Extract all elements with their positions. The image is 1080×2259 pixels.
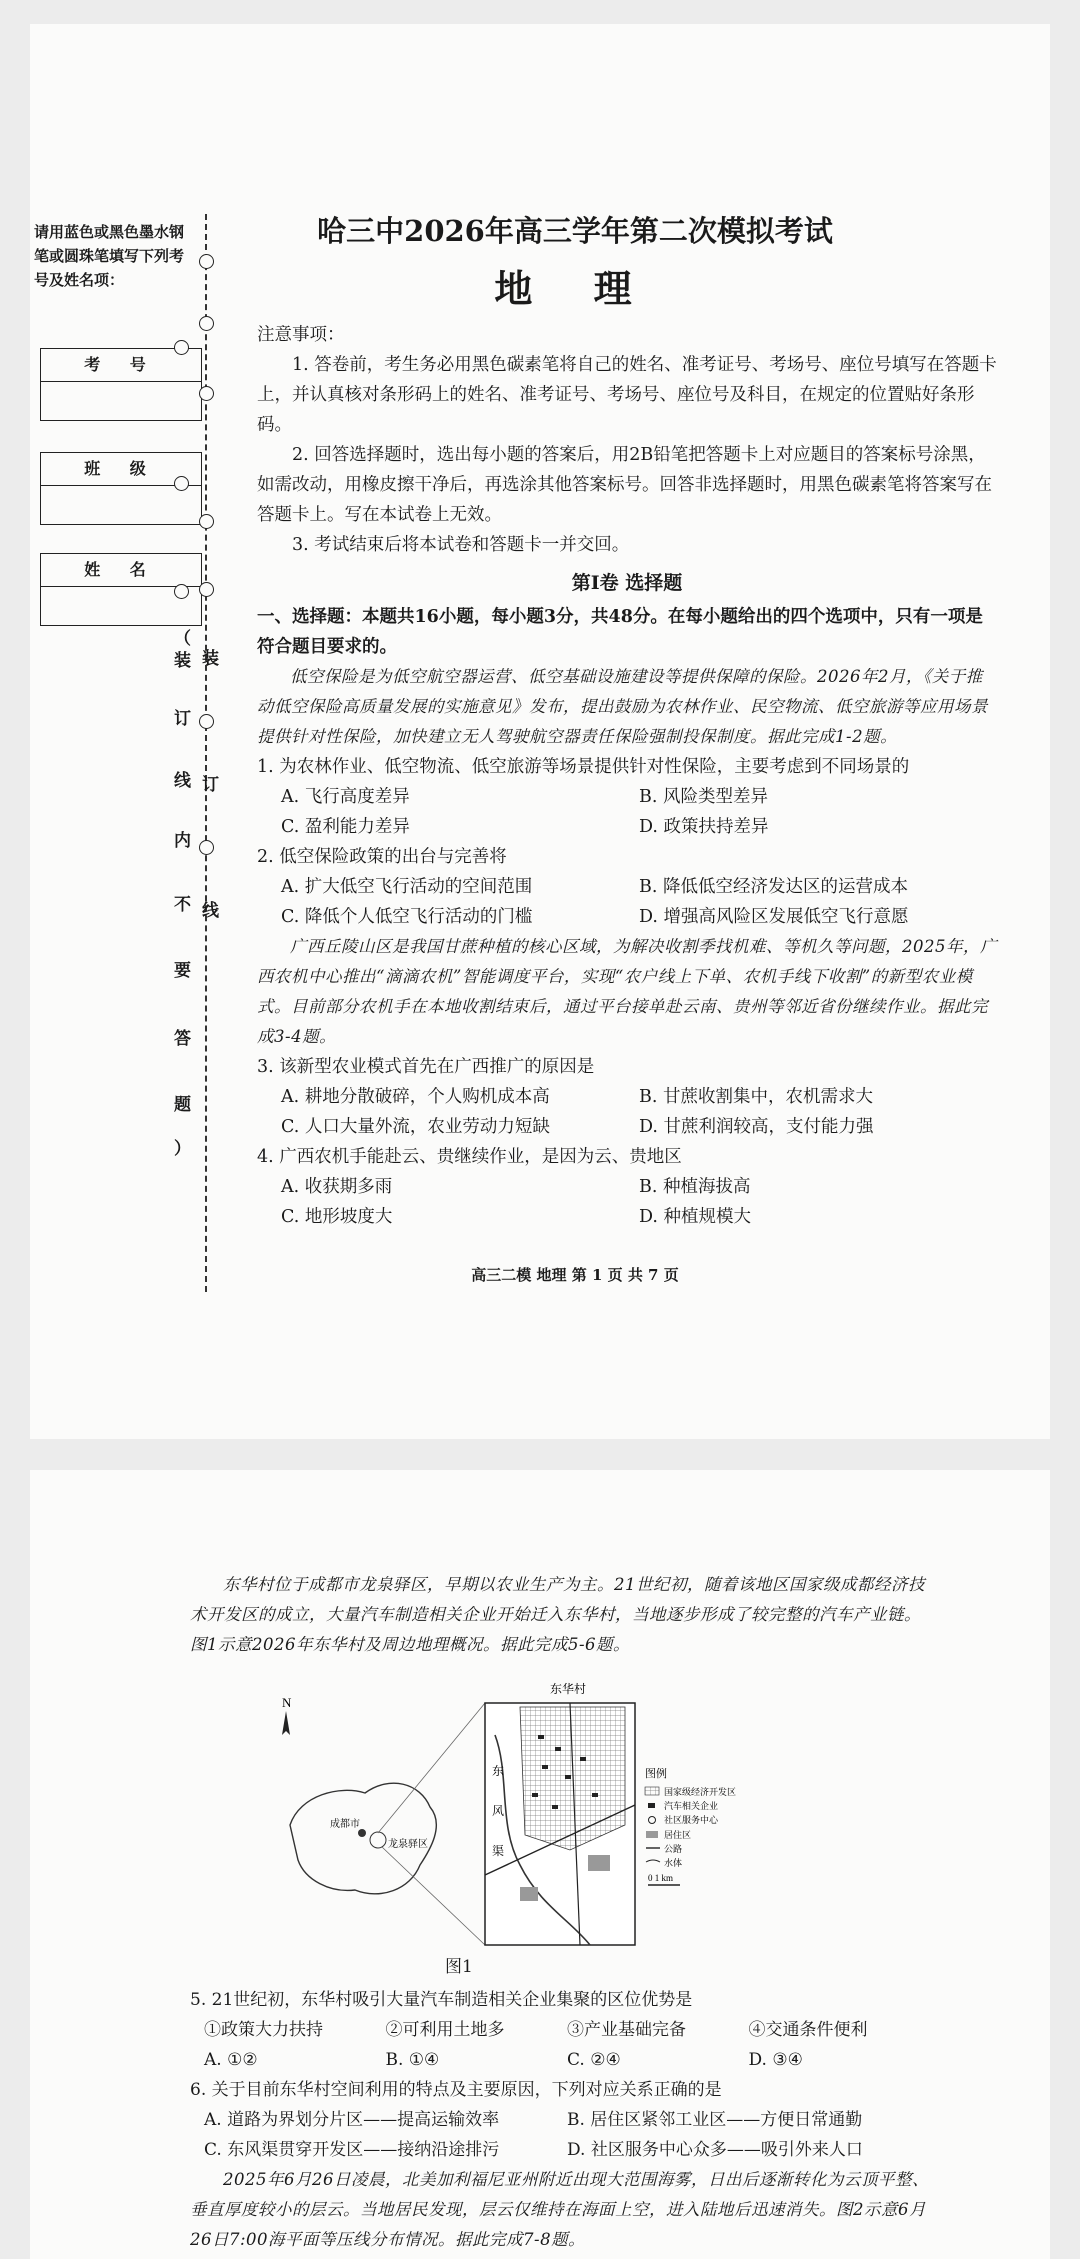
exam-title: 哈三中2026年高三学年第二次模拟考试	[317, 214, 833, 248]
legend-item: 居住区	[664, 1830, 692, 1840]
page-footer: 高三二模 地理 第 1 页 共 7 页	[471, 1266, 679, 1284]
option[interactable]: B. ①④	[385, 2050, 440, 2070]
binding-char: 装	[202, 649, 219, 669]
canal-label: 风	[492, 1804, 505, 1818]
residential-area	[588, 1855, 610, 1871]
option[interactable]: C. 盈利能力差异	[281, 817, 410, 837]
chengdu-label: 成都市	[330, 1819, 360, 1830]
binding-hole	[199, 582, 214, 597]
longquan-label: 龙泉驿区	[388, 1839, 428, 1850]
statement: ④交通条件便利	[748, 2020, 868, 2040]
binding-hole	[199, 386, 214, 401]
legend-item: 汽车相关企业	[664, 1801, 719, 1811]
binding-char: ）	[174, 1139, 191, 1159]
notice-item: 1. 答卷前，考生务必用黑色碳素笔将自己的姓名、准考证号、考场号、座位号填写在答题卡上，并认真核对条形码上的姓名、准考证号、考场号、座位号及科目，在规定的位置贴好条形码。	[257, 355, 997, 435]
option[interactable]: B. 种植海拔高	[639, 1177, 751, 1197]
binding-char: 题	[174, 1095, 191, 1115]
residential-area	[520, 1887, 538, 1901]
binding-char: （	[174, 629, 191, 649]
notice-heading: 注意事项：	[257, 325, 345, 345]
option[interactable]: D. 种植规模大	[639, 1207, 752, 1227]
option[interactable]: B. 降低低空经济发达区的运营成本	[639, 877, 908, 897]
section-title: 第Ⅰ卷 选择题	[571, 572, 683, 594]
question-stem: 6. 关于目前东华村空间利用的特点及主要原因，下列对应关系正确的是	[190, 2080, 722, 2100]
question-stem: 5. 21世纪初，东华村吸引大量汽车制造相关企业集聚的区位优势是	[190, 1990, 693, 2010]
name-label: 姓 名	[41, 554, 201, 587]
material-passage: 东华村位于成都市龙泉驿区，早期以农业生产为主。21世纪初，随着该地区国家级成都经济技术开发区的成立，大量汽车制造相关企业开始迁入东华村，当地逐步形成了较完整的汽车产业链。图1示意2026年东华村及周边地理概况。据此完成5-6题。	[190, 1575, 925, 1654]
figure-caption: 图1	[445, 1957, 473, 1977]
question-options	[190, 2105, 930, 2165]
option[interactable]: A. ①②	[204, 2050, 258, 2070]
option[interactable]: C. 降低个人低空飞行活动的门槛	[281, 907, 533, 927]
binding-hole	[199, 254, 214, 269]
question-options	[257, 1172, 997, 1232]
question-options	[257, 872, 997, 932]
option[interactable]: A. 道路为界划分片区——提高运输效率	[204, 2110, 500, 2130]
north-label: N	[282, 1695, 292, 1710]
legend-item: 社区服务中心	[664, 1815, 719, 1825]
binding-char: 不	[174, 895, 191, 915]
binding-hole	[199, 840, 214, 855]
exam-page-1	[30, 24, 1050, 1439]
exam-number-label: 考 号	[41, 349, 201, 382]
option[interactable]: D. 社区服务中心众多——吸引外来人口	[567, 2140, 863, 2160]
sidebar-instruction: 请用蓝色或黑色墨水钢笔或圆珠笔填写下列考号及姓名项：	[34, 223, 185, 289]
statement: ③产业基础完备	[567, 2020, 686, 2040]
exam-body	[257, 320, 997, 1232]
option[interactable]: C. 地形坡度大	[281, 1207, 393, 1227]
canal-label: 渠	[492, 1844, 505, 1858]
scale-label: 0 1 km	[648, 1873, 674, 1883]
questions-5-8	[190, 1985, 930, 2255]
binding-char: 要	[174, 961, 191, 981]
option[interactable]: C. ②④	[567, 2050, 621, 2070]
option[interactable]: D. 政策扶持差异	[639, 817, 769, 837]
question-stem: 2. 低空保险政策的出台与完善将	[257, 847, 507, 867]
material-passage: 低空保险是为低空航空器运营、低空基础设施建设等提供保障的保险。2026年2月，《关于推动低空保险高质量发展的实施意见》发布，提出鼓励为农林作业、民空物流、低空旅游等应用场景提供针对性保险，加快建立无人驾驶航空器责任保险强制投保制度。据此完成1-2题。	[257, 667, 988, 746]
material-passage: 2025年6月26日凌晨，北美加利福尼亚州附近出现大范围海雾，日出后逐渐转化为云顶平整、垂直厚度较小的层云。当地居民发现，层云仅维持在海面上空，进入陆地后迅速消失。图2示意6月26日7:00海平面等压线分布情况。据此完成7-8题。	[190, 2170, 929, 2249]
binding-hole	[174, 340, 189, 355]
statement: ①政策大力扶持	[204, 2020, 323, 2040]
north-arrow-icon	[282, 1711, 290, 1735]
subject-title: 地 理	[494, 266, 656, 311]
binding-char: 答	[174, 1029, 191, 1049]
canal-label: 东	[492, 1764, 505, 1778]
notice-item: 3. 考试结束后将本试卷和答题卡一并交回。	[292, 535, 630, 555]
exam-number-field[interactable]	[41, 382, 201, 420]
option[interactable]: D. 增强高风险区发展低空飞行意愿	[639, 907, 909, 927]
material-5-6	[190, 1570, 930, 1660]
question-stem: 4. 广西农机手能赴云、贵继续作业，是因为云、贵地区	[257, 1147, 682, 1167]
binding-line	[205, 214, 207, 1292]
chengdu-marker	[358, 1829, 366, 1837]
binding-char: 线	[174, 771, 191, 791]
option[interactable]: A. 飞行高度差异	[281, 787, 410, 807]
question-options	[190, 2045, 930, 2075]
binding-char: 订	[174, 709, 191, 729]
question-stem: 3. 该新型农业模式首先在广西推广的原因是	[257, 1057, 595, 1077]
question-stem: 1. 为农林作业、低空物流、低空旅游等场景提供针对性保险，主要考虑到不同场景的	[257, 757, 910, 777]
option[interactable]: A. 收获期多雨	[281, 1177, 393, 1197]
binding-char: 装	[174, 651, 191, 671]
option[interactable]: B. 风险类型差异	[639, 787, 768, 807]
binding-hole	[199, 514, 214, 529]
option[interactable]: C. 东风渠贯穿开发区——接纳沿途排污	[204, 2140, 500, 2160]
legend-item: 公路	[664, 1844, 683, 1854]
class-label: 班 级	[41, 453, 201, 486]
material-passage: 广西丘陵山区是我国甘蔗种植的核心区域，为解决收割季找机难、等机久等问题，2025年，广西农机中心推出“滴滴农机”智能调度平台，实现“农户线上下单、农机手线下收割”的新型农业模式。目前部分农机手在本地收割结束后，通过平台接单赴云南、贵州等邻近省份继续作业。据此完成3-4题。	[257, 937, 997, 1046]
question-options	[257, 1082, 997, 1142]
binding-hole	[199, 714, 214, 729]
figure-1-map	[270, 1675, 830, 1960]
notice-item: 2. 回答选择题时，选出每小题的答案后，用2B铅笔把答题卡上对应题目的答案标号涂黑，如需改动，用橡皮擦干净后，再选涂其他答案标号。回答非选择题时，用黑色碳素笔将答案写在答题卡上。写在本试卷上无效。	[257, 445, 992, 525]
binding-hole	[174, 476, 189, 491]
option[interactable]: B. 居住区紧邻工业区——方便日常通勤	[567, 2110, 863, 2130]
statement: ②可利用土地多	[385, 2020, 505, 2040]
section-instruction: 一、选择题：本题共16小题，每小题3分，共48分。在每小题给出的四个选项中，只有一项是符合题目要求的。	[257, 607, 983, 657]
question-statements	[190, 2015, 930, 2045]
option[interactable]: A. 扩大低空飞行活动的空间范围	[281, 877, 533, 897]
village-label: 东华村	[550, 1682, 587, 1696]
binding-hole	[199, 316, 214, 331]
option[interactable]: D. 甘蔗利润较高，支付能力强	[639, 1117, 874, 1137]
question-options	[257, 782, 997, 842]
binding-hole	[174, 584, 189, 599]
exam-number-box	[40, 348, 202, 421]
option[interactable]: A. 耕地分散破碎，个人购机成本高	[281, 1087, 550, 1107]
option[interactable]: C. 人口大量外流，农业劳动力短缺	[281, 1117, 550, 1137]
exam-page-2	[30, 1470, 1050, 2259]
binding-char: 线	[202, 901, 219, 921]
legend-item: 国家级经济开发区	[664, 1787, 737, 1797]
longquan-marker	[370, 1832, 386, 1848]
legend-title: 图例	[645, 1768, 667, 1780]
legend-item: 水体	[664, 1858, 683, 1868]
binding-char: 内	[174, 831, 191, 851]
dev-zone-area	[520, 1707, 625, 1850]
option[interactable]: B. 甘蔗收割集中，农机需求大	[639, 1087, 873, 1107]
class-field[interactable]	[41, 486, 201, 524]
binding-char: 订	[202, 775, 219, 795]
option[interactable]: D. ③④	[748, 2050, 803, 2070]
